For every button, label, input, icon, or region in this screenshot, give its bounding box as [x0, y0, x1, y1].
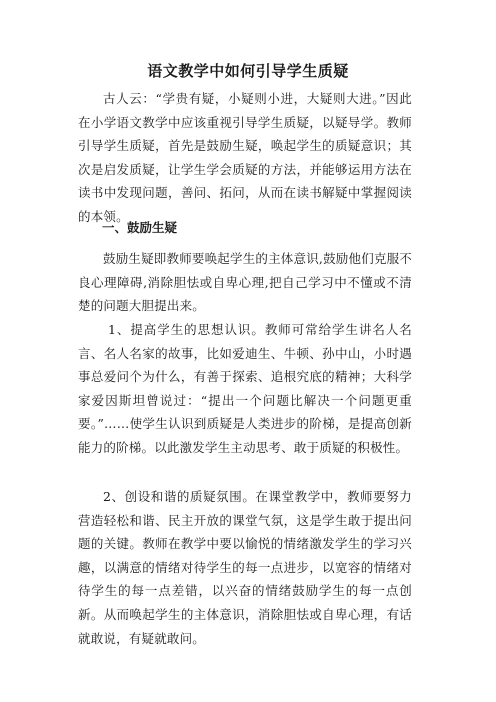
document-title: 语文教学中如何引导学生质疑: [147, 62, 349, 80]
section-heading: 一、鼓励生疑: [102, 220, 178, 235]
section-lead-paragraph: 鼓励生疑即教师要唤起学生的主体意识,鼓励他们克服不良心理障碍,消除胆怯或自卑心理,把自己学习中不懂或不清楚的问题大胆提出来。: [78, 251, 412, 314]
list-item-1: 1、提高学生的思想认识。教师可常给学生讲名人名言、名人名家的故事，比如爱迪生、牛顿、孙中山，小时遇事总爱问个为什么，有善于探索、追根究底的精神；大科学家爱因斯坦曾说过：“提出一个问题比解决一个问题更重要。”……使学生认识到质疑是人类进步的阶梯，是提高创新能力的阶梯。以此激发学生主动思考、敢于质疑的积极性。: [78, 322, 412, 455]
list-item-2: 2、创设和谐的质疑氛围。在课堂教学中，教师要努力营造轻松和谐、民主开放的课堂气氛，这是学生敢于提出问题的关键。教师在教学中要以愉悦的情绪激发学生的学习兴趣，以满意的情绪对待学生的每一点进步，以宽容的情绪对待学生的每一点差错，以兴奋的情绪鼓励学生的每一点创新。从而唤起学生的主体意识，消除胆怯或自卑心理，有话就敢说，有疑就敢问。: [78, 489, 412, 646]
intro-paragraph: 古人云：“学贵有疑，小疑则小进，大疑则大进。”因此在小学语文教学中应该重视引导学生质疑，以疑导学。教师引导学生质疑，首先是鼓励生疑，唤起学生的质疑意识；其次是启发质疑，让学生学会质疑的方法，并能够运用方法在读书中发现问题，善问、拓问，从而在读书解疑中掌握阅读的本领。: [78, 91, 412, 224]
